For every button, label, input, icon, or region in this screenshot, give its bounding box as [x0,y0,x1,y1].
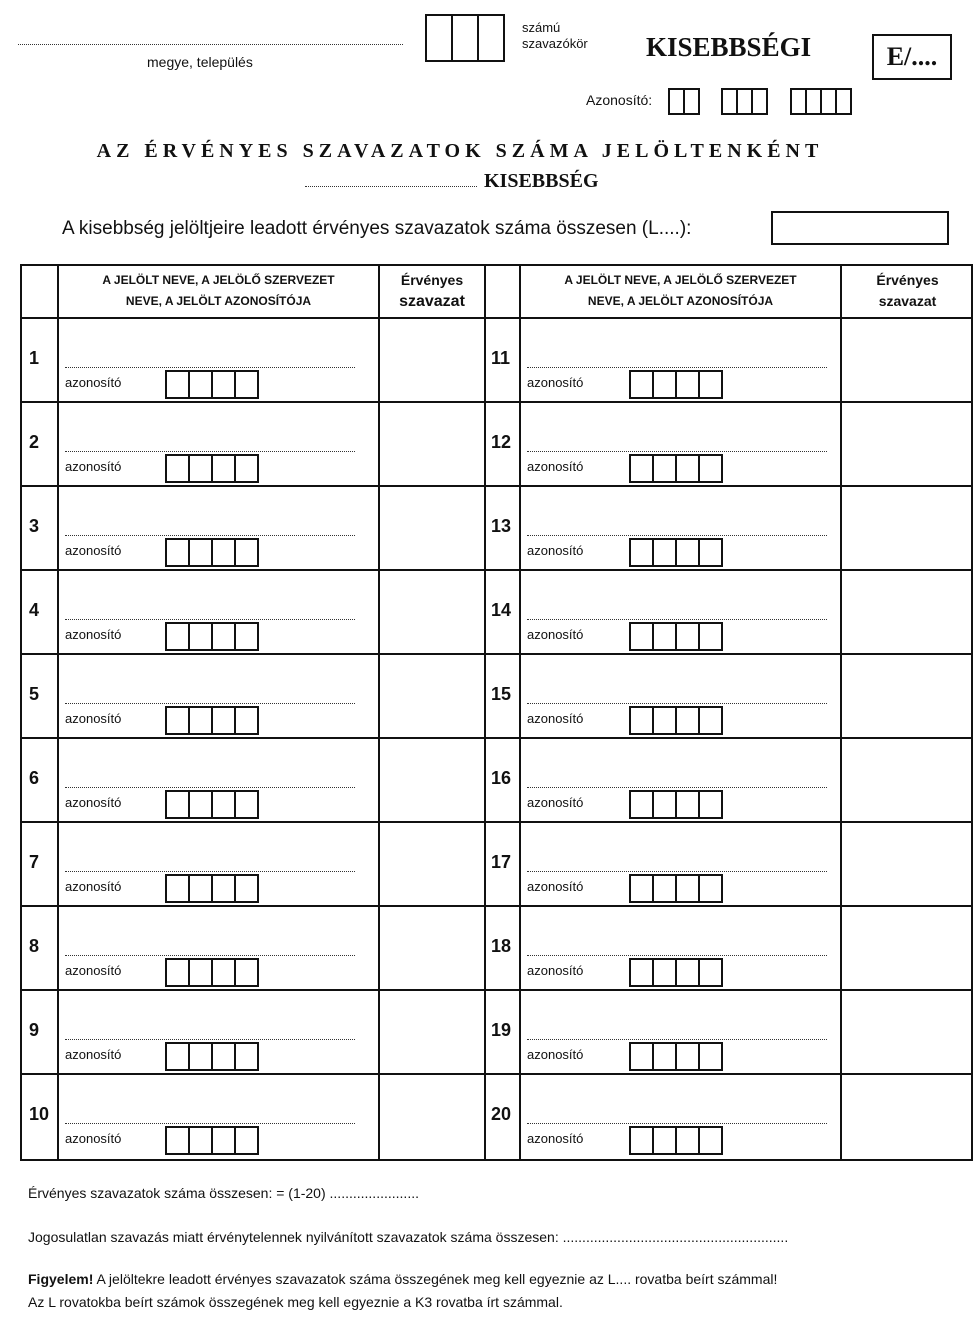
candidate-number: 20 [491,1104,512,1124]
digit-box[interactable] [698,874,723,903]
digit-box[interactable] [751,88,768,115]
digit-box[interactable] [211,874,236,903]
candidate-number: 16 [491,768,512,788]
digit-box[interactable] [188,790,213,819]
row-divider [22,569,971,571]
minority-name-field[interactable] [305,186,477,187]
valid-votes-cell[interactable] [842,823,973,905]
digit-box[interactable] [698,622,723,651]
candidate-number: 8 [29,936,40,956]
digit-box[interactable] [675,370,700,399]
digit-box[interactable] [234,706,259,735]
candidate-name-field[interactable] [527,535,827,536]
digit-box[interactable] [675,1126,700,1155]
szamu-label: számú [522,20,561,35]
digit-box[interactable] [234,874,259,903]
candidate-number: 19 [491,1020,512,1040]
digit-box[interactable] [211,1042,236,1071]
digit-box[interactable] [188,874,213,903]
candidate-number: 5 [29,684,40,704]
valid-votes-cell[interactable] [842,739,973,821]
digit-box[interactable] [652,790,677,819]
identifier-group-2[interactable] [721,88,768,115]
name-column-header-left: A JELÖLT NEVE, A JELÖLŐ SZERVEZET NEVE, A JELÖLT AZONOSÍTÓJA [102,273,335,308]
identifier-label: azonosító [65,711,122,726]
digit-box[interactable] [652,538,677,567]
candidate-number: 13 [491,516,512,536]
candidate-identifier-boxes[interactable] [165,622,259,651]
row-divider [22,905,971,907]
digit-box[interactable] [698,538,723,567]
identifier-label: azonosító [527,1131,584,1146]
polling-station-label [522,20,588,52]
candidate-name-field[interactable] [527,1039,827,1040]
invalidated-votes-line: Jogosulatlan szavazás miatt érvénytelennek nyilvánított szavazatok száma összesen: .......................................................... [28,1229,789,1245]
identifier-label: azonosító [65,375,122,390]
candidate-number: 7 [29,852,40,872]
digit-box[interactable] [451,14,479,62]
valid-votes-cell[interactable] [842,319,973,401]
identifier-label: azonosító [527,963,584,978]
warning-text: A jelöltekre leadott érvényes szavazatok száma összegének meg kell egyeznie az L.... rovatba beírt számmal! [93,1271,778,1287]
candidate-number: 18 [491,936,512,956]
candidate-number: 2 [29,432,40,452]
valid-votes-cell[interactable] [380,739,484,821]
candidate-identifier-boxes[interactable] [165,958,259,987]
digit-box[interactable] [188,1126,213,1155]
digit-box[interactable] [698,958,723,987]
digit-box[interactable] [629,1042,654,1071]
identifier-label: azonosító [65,1131,122,1146]
digit-box[interactable] [211,370,236,399]
candidate-identifier-boxes[interactable] [165,1042,259,1071]
candidate-name-field[interactable] [527,703,827,704]
valid-votes-cell[interactable] [380,319,484,401]
digit-box[interactable] [165,538,190,567]
identifier-label: azonosító [527,543,584,558]
digit-box[interactable] [629,706,654,735]
candidate-name-field[interactable] [527,1123,827,1124]
digit-box[interactable] [675,1042,700,1071]
form-code-box: E/.... [872,34,952,80]
digit-box[interactable] [652,706,677,735]
digit-box[interactable] [188,958,213,987]
candidate-identifier-boxes[interactable] [629,706,723,735]
digit-box[interactable] [629,370,654,399]
digit-box[interactable] [675,454,700,483]
digit-box[interactable] [652,1126,677,1155]
candidate-identifier-boxes[interactable] [629,454,723,483]
valid-votes-header-right: Érvényes szavazat [876,272,939,309]
digit-box[interactable] [629,874,654,903]
candidate-name-field[interactable] [527,451,827,452]
valid-votes-cell[interactable] [380,823,484,905]
valid-votes-cell[interactable] [380,403,484,485]
total-valid-votes-label: A kisebbség jelöltjeire leadott érvényes szavazatok száma összesen (L....): [62,218,692,239]
candidate-identifier-boxes[interactable] [629,1126,723,1155]
digit-box[interactable] [683,88,700,115]
valid-votes-cell[interactable] [380,655,484,737]
total-valid-votes-box[interactable] [771,211,949,245]
candidate-identifier-boxes[interactable] [629,538,723,567]
candidate-identifier-boxes[interactable] [165,1126,259,1155]
row-divider [22,1073,971,1075]
valid-votes-cell[interactable] [842,655,973,737]
digit-box[interactable] [165,370,190,399]
identifier-label: azonosító [65,795,122,810]
candidate-name-field[interactable] [527,955,827,956]
identifier-label: azonosító [527,375,584,390]
identifier-label: azonosító [65,879,122,894]
name-column-header-right: A JELÖLT NEVE, A JELÖLŐ SZERVEZET NEVE, A JELÖLT AZONOSÍTÓJA [564,273,797,308]
digit-box[interactable] [234,538,259,567]
form-title: KISEBBSÉGI [646,32,812,62]
digit-box[interactable] [652,622,677,651]
identifier-label: azonosító [527,459,584,474]
candidate-identifier-boxes[interactable] [629,370,723,399]
digit-box[interactable] [165,790,190,819]
digit-box[interactable] [188,538,213,567]
digit-box[interactable] [188,1042,213,1071]
digit-box[interactable] [675,622,700,651]
digit-box[interactable] [629,958,654,987]
digit-box[interactable] [165,706,190,735]
candidate-identifier-boxes[interactable] [165,538,259,567]
candidate-name-field[interactable] [65,535,355,536]
candidate-identifier-boxes[interactable] [629,790,723,819]
candidate-identifier-boxes[interactable] [165,790,259,819]
candidate-number: 15 [491,684,512,704]
digit-box[interactable] [234,454,259,483]
digit-box[interactable] [698,790,723,819]
county-settlement-field[interactable] [18,44,403,45]
candidate-identifier-boxes[interactable] [629,1042,723,1071]
digit-box[interactable] [211,790,236,819]
digit-box[interactable] [629,790,654,819]
digit-box[interactable] [698,1042,723,1071]
digit-box[interactable] [652,454,677,483]
valid-votes-cell[interactable] [380,1075,484,1157]
row-divider [22,821,971,823]
digit-box[interactable] [629,538,654,567]
valid-votes-cell[interactable] [842,403,973,485]
digit-box[interactable] [675,958,700,987]
row-divider [22,317,971,319]
digit-box[interactable] [698,1126,723,1155]
candidates-table [20,264,973,1161]
digit-box[interactable] [234,1042,259,1071]
candidate-name-field[interactable] [527,367,827,368]
digit-box[interactable] [234,790,259,819]
digit-box[interactable] [165,622,190,651]
candidate-name-field[interactable] [65,619,355,620]
identifier-label: azonosító [65,459,122,474]
warning-label: Figyelem! [28,1271,94,1287]
candidate-name-field[interactable] [65,955,355,956]
digit-box[interactable] [234,1126,259,1155]
digit-box[interactable] [698,706,723,735]
digit-box[interactable] [652,1042,677,1071]
row-divider [22,737,971,739]
valid-votes-cell[interactable] [380,991,484,1073]
identifier-label: azonosító [527,627,584,642]
sub-heading: KISEBBSÉG [484,170,599,192]
digit-box[interactable] [211,454,236,483]
candidate-name-field[interactable] [65,1039,355,1040]
row-divider [22,485,971,487]
szavazokor-label: szavazókör [522,36,588,51]
identifier-label: azonosító [65,543,122,558]
candidate-identifier-boxes[interactable] [629,874,723,903]
valid-votes-cell[interactable] [842,571,973,653]
digit-box[interactable] [211,706,236,735]
valid-votes-cell[interactable] [842,991,973,1073]
digit-box[interactable] [165,958,190,987]
digit-box[interactable] [165,874,190,903]
valid-votes-cell[interactable] [842,907,973,989]
digit-box[interactable] [211,958,236,987]
row-divider [22,653,971,655]
candidate-identifier-boxes[interactable] [165,874,259,903]
digit-box[interactable] [629,454,654,483]
candidate-name-field[interactable] [65,703,355,704]
candidate-number: 11 [491,348,511,368]
digit-box[interactable] [165,454,190,483]
valid-votes-cell[interactable] [380,487,484,569]
candidate-number: 4 [29,600,40,620]
identifier-label: azonosító [65,1047,122,1062]
digit-box[interactable] [477,14,505,62]
polling-station-number-boxes[interactable] [425,14,505,62]
digit-box[interactable] [698,370,723,399]
candidate-name-field[interactable] [527,619,827,620]
candidate-name-field[interactable] [65,871,355,872]
row-divider [22,401,971,403]
candidate-number: 12 [491,432,512,452]
candidate-number: 1 [29,348,40,368]
digit-box[interactable] [188,706,213,735]
digit-box[interactable] [211,1126,236,1155]
digit-box[interactable] [835,88,852,115]
sum-check-line: Az L rovatokba beírt számok összegének meg kell egyeznie a K3 rovatba írt számmal. [28,1294,563,1310]
identifier-label: azonosító [65,963,122,978]
candidate-number: 9 [29,1020,40,1040]
digit-box[interactable] [211,538,236,567]
candidate-name-field[interactable] [65,367,355,368]
digit-box[interactable] [234,622,259,651]
digit-box[interactable] [234,370,259,399]
digit-box[interactable] [675,538,700,567]
candidate-number: 6 [29,768,40,788]
digit-box[interactable] [698,454,723,483]
digit-box[interactable] [675,706,700,735]
candidate-number: 10 [29,1104,50,1124]
candidate-identifier-boxes[interactable] [165,370,259,399]
digit-box[interactable] [211,622,236,651]
digit-box[interactable] [652,874,677,903]
digit-box[interactable] [234,958,259,987]
digit-box[interactable] [675,874,700,903]
digit-box[interactable] [188,454,213,483]
candidate-number: 14 [491,600,512,620]
digit-box[interactable] [629,1126,654,1155]
warning-line [28,1271,777,1287]
total-valid-votes-line: Érvényes szavazatok száma összesen: = (1-20) ....................... [28,1185,419,1201]
identifier-label: azonosító [65,627,122,642]
candidate-identifier-boxes[interactable] [629,622,723,651]
candidate-name-field[interactable] [65,787,355,788]
identifier-group-3[interactable] [790,88,852,115]
identifier-label: azonosító [527,1047,584,1062]
candidate-name-field[interactable] [527,871,827,872]
candidate-number: 3 [29,516,40,536]
candidate-identifier-boxes[interactable] [165,706,259,735]
candidate-identifier-boxes[interactable] [629,958,723,987]
digit-box[interactable] [652,370,677,399]
candidate-name-field[interactable] [527,787,827,788]
digit-box[interactable] [675,790,700,819]
digit-box[interactable] [165,1042,190,1071]
identifier-label: azonosító [527,879,584,894]
candidate-name-field[interactable] [65,1123,355,1124]
digit-box[interactable] [188,370,213,399]
identifier-label: azonosító [527,795,584,810]
digit-box[interactable] [652,958,677,987]
digit-box[interactable] [629,622,654,651]
valid-votes-cell[interactable] [842,1075,973,1157]
valid-votes-cell[interactable] [380,907,484,989]
candidate-number: 17 [491,852,512,872]
valid-votes-cell[interactable] [842,487,973,569]
main-heading: AZ ÉRVÉNYES SZAVAZATOK SZÁMA JELÖLTENKÉNT [96,140,824,162]
digit-box[interactable] [165,1126,190,1155]
identifier-label: Azonosító: [586,92,653,108]
candidate-name-field[interactable] [65,451,355,452]
row-divider [22,989,971,991]
county-settlement-label: megye, település [147,54,253,70]
identifier-label: azonosító [527,711,584,726]
valid-votes-header-left: Érvényes szavazat [399,272,465,310]
digit-box[interactable] [188,622,213,651]
candidate-identifier-boxes[interactable] [165,454,259,483]
digit-box[interactable] [425,14,453,62]
valid-votes-cell[interactable] [380,571,484,653]
identifier-group-1[interactable] [668,88,700,115]
